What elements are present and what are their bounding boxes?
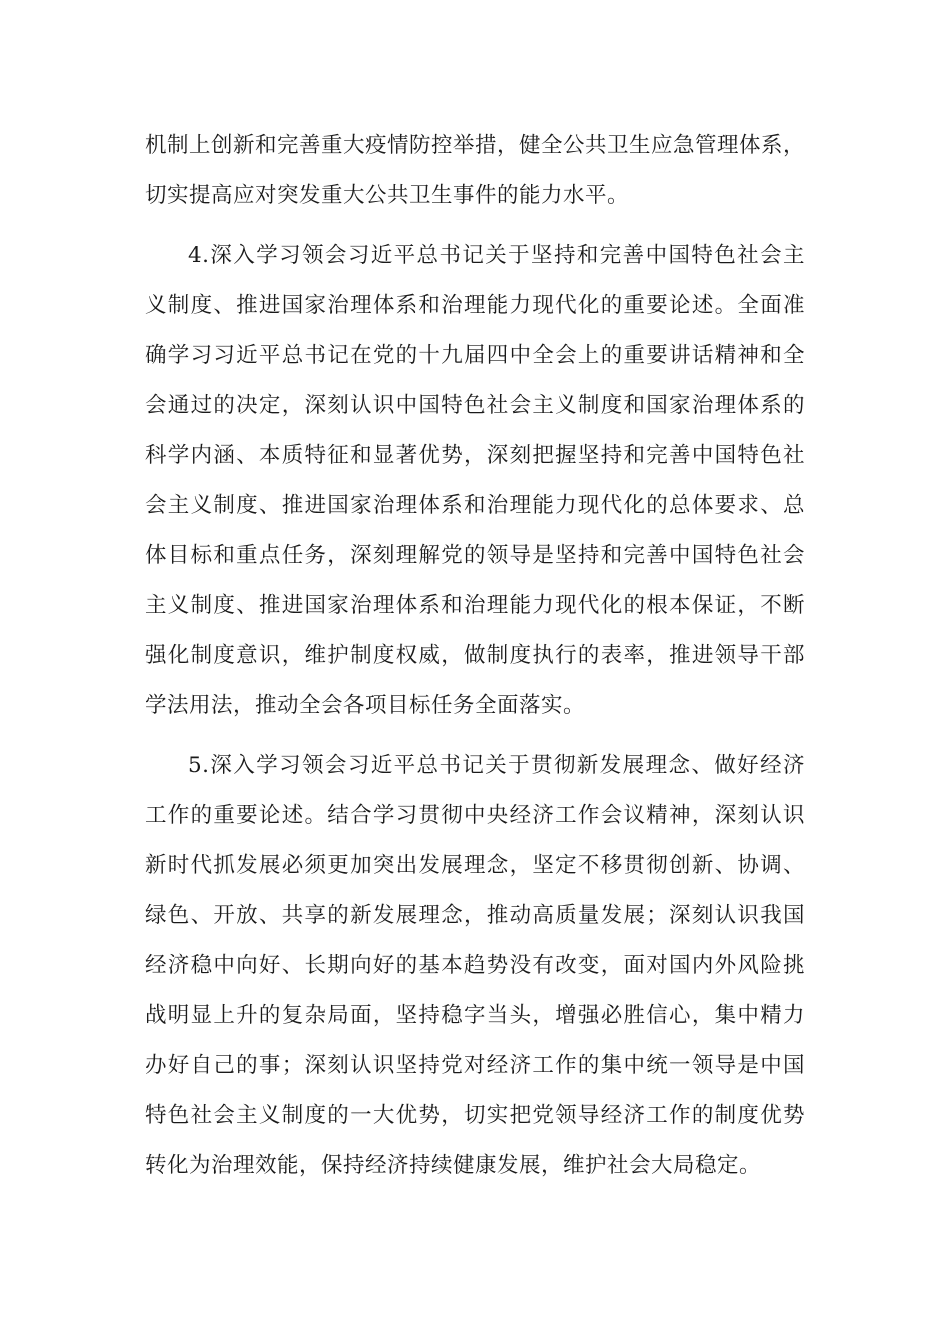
text-line: 办好自己的事；深刻认识坚持党对经济工作的集中统一领导是中国 (145, 1053, 805, 1078)
text-line: 新时代抓发展必须更加突出发展理念，坚定不移贯彻创新、协调、 (145, 853, 805, 878)
text-line: 机制上创新和完善重大疫情防控举措，健全公共卫生应急管理体系， (145, 133, 806, 158)
paragraph-4-first-line: 4.深入学习领会习近平总书记关于坚持和完善中国特色社会主 (188, 243, 805, 268)
text-line: 战明显上升的复杂局面，坚持稳字当头，增强必胜信心，集中精力 (145, 1003, 805, 1028)
text-line: 绿色、开放、共享的新发展理念，推动高质量发展；深刻认识我国 (145, 903, 805, 928)
text-line: 经济稳中向好、长期向好的基本趋势没有改变，面对国内外风险挑 (145, 953, 805, 978)
text-line: 会主义制度、推进国家治理体系和治理能力现代化的总体要求、总 (145, 493, 805, 518)
text-line: 主义制度、推进国家治理体系和治理能力现代化的根本保证，不断 (145, 593, 805, 618)
text-line: 会通过的决定，深刻认识中国特色社会主义制度和国家治理体系的 (145, 393, 805, 418)
text-line: 工作的重要论述。结合学习贯彻中央经济工作会议精神，深刻认识 (145, 803, 805, 828)
text-line: 特色社会主义制度的一大优势，切实把党领导经济工作的制度优势 (145, 1103, 805, 1128)
text-line: 切实提高应对突发重大公共卫生事件的能力水平。 (145, 183, 630, 208)
text-line: 学法用法，推动全会各项目标任务全面落实。 (145, 693, 586, 718)
paragraph-5-first-line: 5.深入学习领会习近平总书记关于贯彻新发展理念、做好经济 (188, 753, 805, 778)
text-line: 确学习习近平总书记在党的十九届四中全会上的重要讲话精神和全 (145, 343, 805, 368)
text-line: 转化为治理效能，保持经济持续健康发展，维护社会大局稳定。 (145, 1153, 762, 1178)
text-line: 强化制度意识，维护制度权威，做制度执行的表率，推进领导干部 (145, 643, 805, 668)
text-line: 体目标和重点任务，深刻理解党的领导是坚持和完善中国特色社会 (145, 543, 805, 568)
text-line: 科学内涵、本质特征和显著优势，深刻把握坚持和完善中国特色社 (145, 443, 805, 468)
text-line: 义制度、推进国家治理体系和治理能力现代化的重要论述。全面准 (145, 293, 805, 318)
